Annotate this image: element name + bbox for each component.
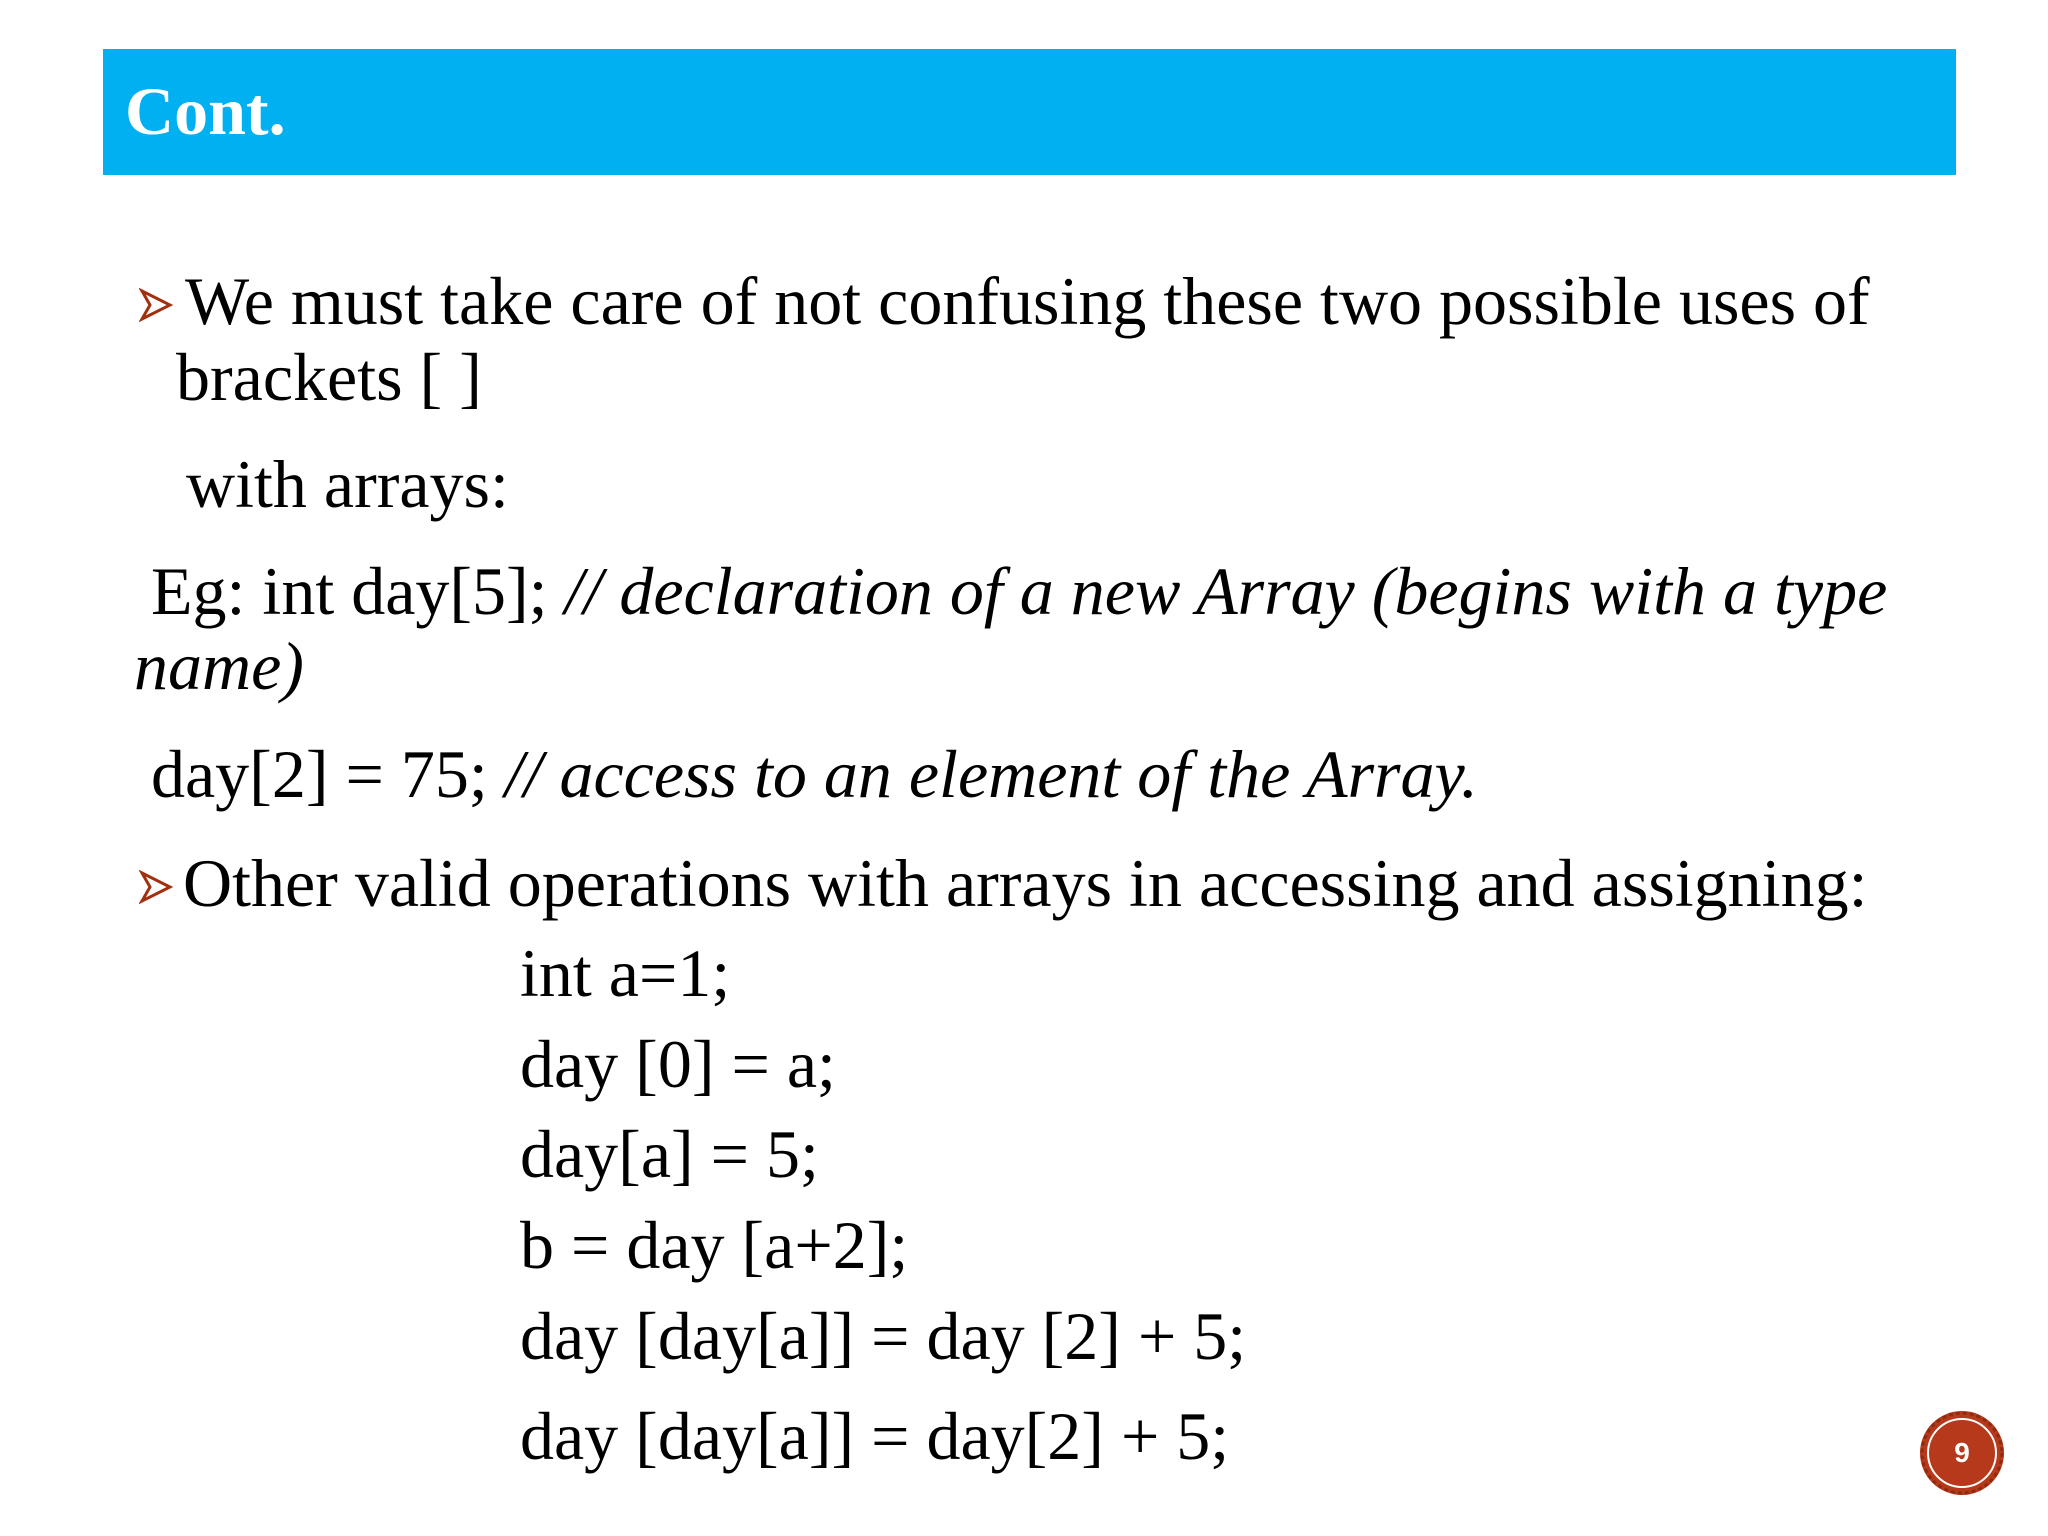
page-number-badge [1918,1409,2006,1497]
code-line: day [0] = a; [520,1026,836,1102]
bullet-1-line-1: We must take care of not confusing these two possible uses of [185,263,1870,339]
page-number: 9 [1954,1437,1970,1468]
code-line: day [day[a]] = day[2] + 5; [520,1398,1230,1474]
example-1-code: Eg: int day[5]; [151,553,565,629]
example-1-comment: // declaration of a new Array (begins with a type [564,553,1888,629]
example-1-line-2: name) [134,628,304,704]
example-2-line [151,735,1478,813]
arrow-bullet-icon [139,870,173,904]
code-line: day[a] = 5; [520,1116,819,1192]
arrow-bullet-icon [139,288,173,322]
title-bar [103,49,1956,175]
code-line: int a=1; [520,935,731,1011]
example-2-code: day[2] = 75; [151,736,505,812]
slide-title: Cont. [125,73,286,149]
example-2-comment: // access to an element of the Array. [504,736,1478,812]
code-line: day [day[a]] = day [2] + 5; [520,1298,1247,1374]
code-line: b = day [a+2]; [520,1207,909,1283]
bullet-1-line-3: with arrays: [186,446,509,522]
example-1-line-1 [151,552,1887,630]
bullet-1-line-2: brackets [ ] [176,339,482,415]
bullet-2-text: Other valid operations with arrays in accessing and assigning: [183,845,1868,921]
